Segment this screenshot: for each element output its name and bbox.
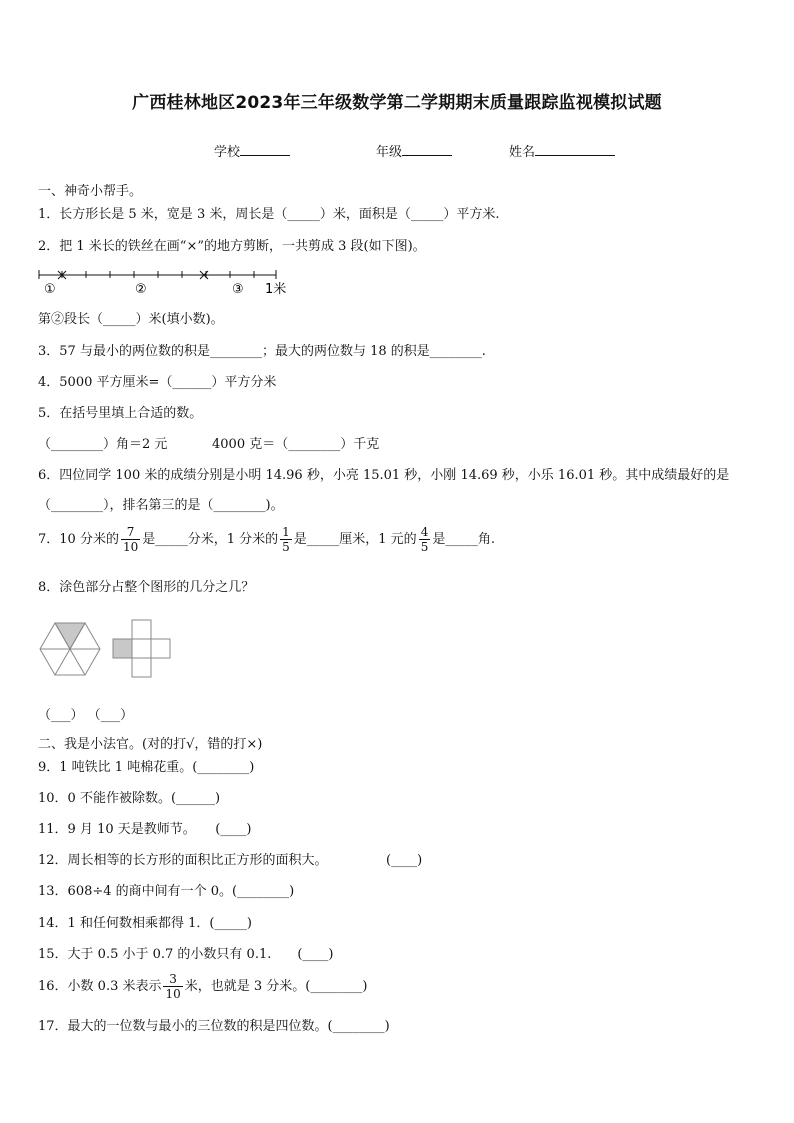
question-7: 7．10 分米的 $\frac{7}{10}$ 是_____分米，1 分米的 $\frac{1}{5}$ 是_____厘米，1 元的 $\frac{4}{5}$ 是_____角. — [38, 525, 495, 554]
question-1: 1．长方形长是 5 米，宽是 3 米，周长是（_____）米，面积是（_____）平方米. — [38, 207, 500, 222]
grade-label: 年级 — [376, 145, 403, 160]
question-5b: 4000 克＝（________）千克 — [212, 437, 380, 452]
fraction: $\frac{4}{5}$ — [420, 525, 429, 554]
question-12: 12．周长相等的长方形的面积比正方形的面积大。 (____) — [38, 853, 423, 868]
grade-field[interactable] — [376, 141, 452, 160]
shaded-region — [113, 639, 132, 658]
question-11: 11．9 月 10 天是教师节。 (____) — [38, 822, 252, 837]
section-1-heading: 一、神奇小帮手。 — [38, 184, 143, 199]
segment-label-1: ① — [44, 282, 56, 297]
question-9: 9．1 吨铁比 1 吨棉花重。(________) — [38, 760, 255, 775]
question-8-answers: （___） （___） — [38, 708, 134, 723]
question-6: 6．四位同学 100 米的成绩分别是小明 14.96 秒，小亮 15.01 秒，小刚 14.69 秒，小乐 16.01 秒。其中成绩最好的是 — [38, 468, 730, 483]
hexagon-figure — [38, 620, 102, 678]
question-13: 13．608÷4 的商中间有一个 0。(________) — [38, 884, 295, 899]
question-14: 14．1 和任何数相乘都得 1．(_____) — [38, 916, 252, 931]
question-2: 2．把 1 米长的铁丝在画“×”的地方剪断，一共剪成 3 段(如下图)。 — [38, 239, 426, 254]
question-17: 17．最大的一位数与最小的三位数的积是四位数。(________) — [38, 1019, 390, 1034]
fraction: $\frac{7}{10}$ — [122, 525, 139, 554]
question-15: 15．大于 0.5 小于 0.7 的小数只有 0.1. (____) — [38, 947, 334, 962]
question-5: 5．在括号里填上合适的数。 — [38, 406, 203, 421]
page-title: 广西桂林地区2023年三年级数学第二学期期末质量跟踪监视模拟试题 — [132, 93, 662, 113]
section-2-heading: 二、我是小法官。(对的打√，错的打×) — [38, 737, 263, 752]
segment-label-2: ② — [135, 282, 147, 297]
ruler-end-label: 1米 — [265, 282, 287, 297]
fraction: $\frac{3}{10}$ — [165, 972, 181, 1001]
segment-label-3: ③ — [232, 282, 244, 297]
question-2-answer: 第②段长（_____）米(填小数)。 — [38, 312, 224, 327]
question-16: 16．小数 0.3 米表示 $\frac{3}{10}$ 米，也就是 3 分米。(________) — [38, 972, 368, 1001]
question-6b: （________），排名第三的是（________)。 — [38, 498, 284, 513]
question-10: 10．0 不能作被除数。(______) — [38, 791, 221, 806]
question-4: 4．5000 平方厘米=（______）平方分米 — [38, 375, 277, 390]
cube-net-figure — [112, 618, 174, 680]
school-label: 学校 — [214, 145, 241, 160]
question-5a: （________）角＝2 元 — [38, 437, 168, 452]
fraction: $\frac{1}{5}$ — [282, 525, 290, 554]
school-field[interactable] — [214, 141, 290, 160]
ruler-diagram — [36, 266, 296, 298]
name-field[interactable] — [509, 141, 615, 160]
question-3: 3．57 与最小的两位数的积是________；最大的两位数与 18 的积是________. — [38, 344, 486, 359]
name-label: 姓名 — [509, 145, 536, 160]
question-8: 8．涂色部分占整个图形的几分之几？ — [38, 580, 255, 595]
